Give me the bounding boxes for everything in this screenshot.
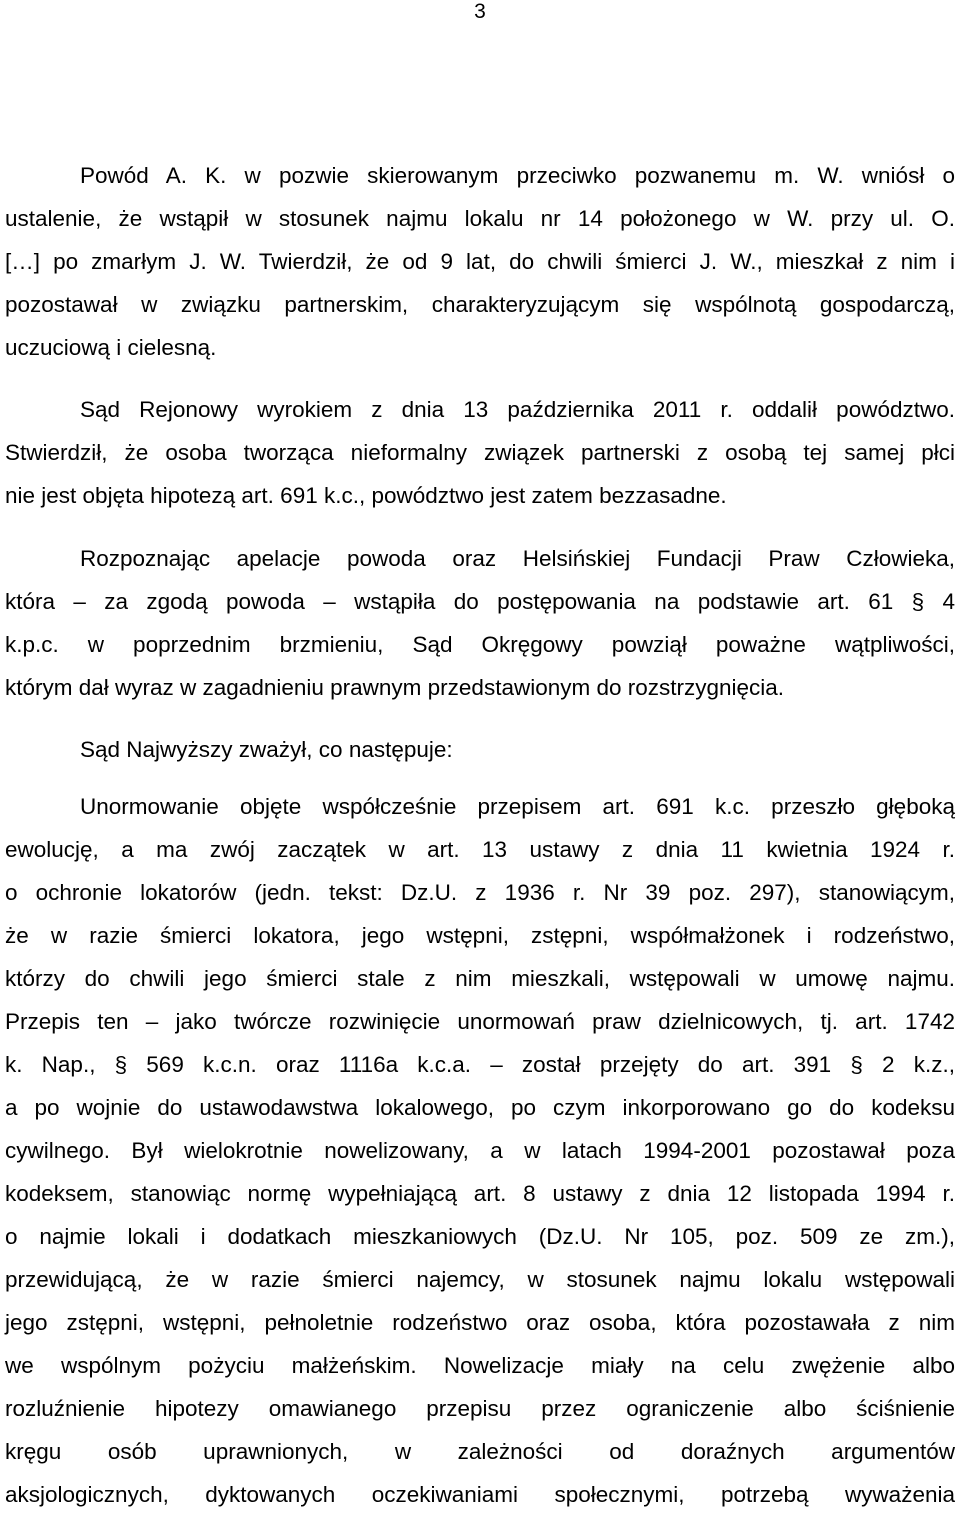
text-line: ustalenie, że wstąpił w stosunek najmu lokalu nr 14 położonego w W. przy ul. O. bbox=[5, 206, 955, 231]
text-line: k.p.c. w poprzednim brzmieniu, Sąd Okręgowy powziął poważne wątpliwości, bbox=[5, 632, 955, 657]
text-line: cywilnego. Był wielokrotnie nowelizowany, a w latach 1994-2001 pozostawał poza bbox=[5, 1138, 955, 1163]
text-line: kręgu osób uprawnionych, w zależności od doraźnych argumentów bbox=[5, 1439, 955, 1464]
text-line: nie jest objęta hipotezą art. 691 k.c., powództwo jest zatem bezzasadne. bbox=[5, 483, 727, 508]
text-line: która – za zgodą powoda – wstąpiła do postępowania na podstawie art. 61 § 4 bbox=[5, 589, 955, 614]
text-line: którym dał wyraz w zagadnieniu prawnym przedstawionym do rozstrzygnięcia. bbox=[5, 675, 785, 700]
text-line: aksjologicznych, dyktowanych oczekiwaniami społecznymi, potrzebą wyważenia bbox=[5, 1482, 955, 1507]
text-line: o ochronie lokatorów (jedn. tekst: Dz.U. z 1936 r. Nr 39 poz. 297), stanowiącym, bbox=[5, 880, 955, 905]
text-line: a po wojnie do ustawodawstwa lokalowego, po czym inkorporowano go do kodeksu bbox=[5, 1095, 955, 1120]
text-line: że w razie śmierci lokatora, jego wstępni, zstępni, współmałżonek i rodzeństwo, bbox=[5, 923, 955, 948]
text-line: […] po zmarłym J. W. Twierdził, że od 9 lat, do chwili śmierci J. W., mieszkał z nim i bbox=[5, 249, 955, 274]
text-line: we wspólnym pożyciu małżeńskim. Nowelizacje miały na celu zwężenie albo bbox=[5, 1353, 955, 1378]
text-line: uczuciową i cielesną. bbox=[5, 335, 217, 360]
text-line: Sąd Rejonowy wyrokiem z dnia 13 października 2011 r. oddalił powództwo. bbox=[80, 397, 955, 422]
section-heading: Sąd Najwyższy zważył, co następuje: bbox=[80, 737, 453, 762]
page-number: 3 bbox=[474, 0, 486, 23]
text-line: którzy do chwili jego śmierci stale z nim mieszkali, wstępowali w umowę najmu. bbox=[5, 966, 955, 991]
text-line: o najmie lokali i dodatkach mieszkaniowych (Dz.U. Nr 105, poz. 509 ze zm.), bbox=[5, 1224, 955, 1249]
text-line: ewolucję, a ma zwój zaczątek w art. 13 ustawy z dnia 11 kwietnia 1924 r. bbox=[5, 837, 955, 862]
text-line: pozostawał w związku partnerskim, charakteryzującym się wspólnotą gospodarczą, bbox=[5, 292, 955, 317]
text-line: Stwierdził, że osoba tworząca nieformalny związek partnerski z osobą tej samej płci bbox=[5, 440, 955, 465]
text-line: kodeksem, stanowiąc normę wypełniającą art. 8 ustawy z dnia 12 listopada 1994 r. bbox=[5, 1181, 955, 1206]
text-line: jego zstępni, wstępni, pełnoletnie rodzeństwo oraz osoba, która pozostawała z nim bbox=[5, 1310, 955, 1335]
text-line: Przepis ten – jako twórcze rozwinięcie unormowań praw dzielnicowych, tj. art. 1742 bbox=[5, 1009, 955, 1034]
text-line: rozluźnienie hipotezy omawianego przepisu przez ograniczenie albo ściśnienie bbox=[5, 1396, 955, 1421]
text-line: Unormowanie objęte współcześnie przepisem art. 691 k.c. przeszło głęboką bbox=[80, 794, 955, 819]
text-line: przewidującą, że w razie śmierci najemcy, w stosunek najmu lokalu wstępowali bbox=[5, 1267, 955, 1292]
text-line: Rozpoznając apelacje powoda oraz Helsińskiej Fundacji Praw Człowieka, bbox=[80, 546, 955, 571]
text-line: k. Nap., § 569 k.c.n. oraz 1116a k.c.a. – został przejęty do art. 391 § 2 k.z., bbox=[5, 1052, 955, 1077]
text-line: Powód A. K. w pozwie skierowanym przeciwko pozwanemu m. W. wniósł o bbox=[80, 163, 955, 188]
